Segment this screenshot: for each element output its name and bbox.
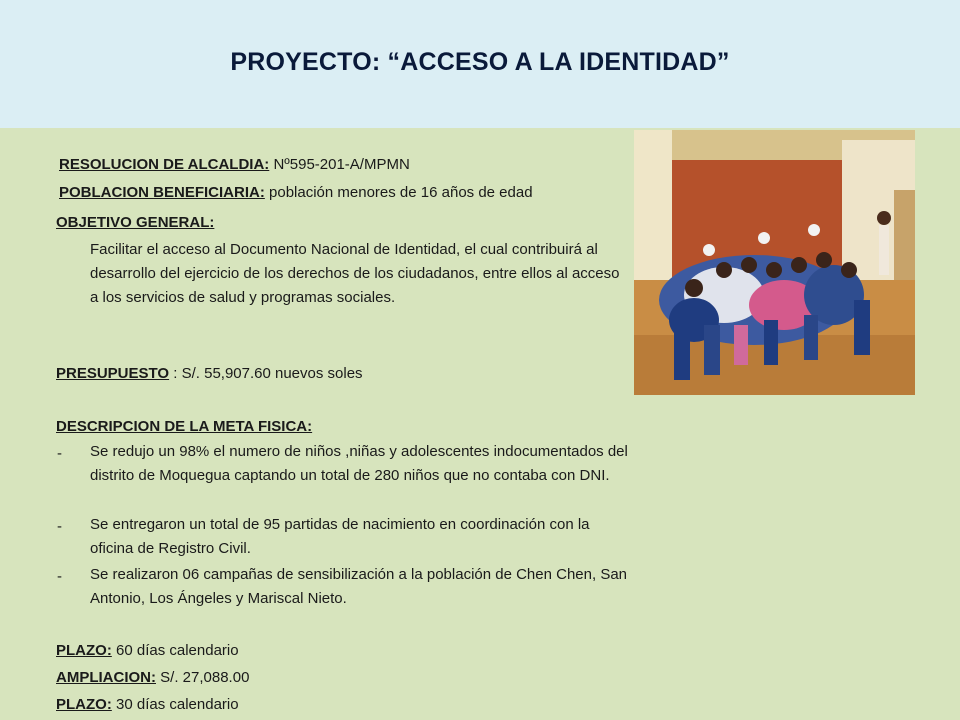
presupuesto-value: : S/. 55,907.60 nuevos soles [169, 365, 363, 382]
bullet-dash: - [57, 568, 62, 585]
group-photo [634, 130, 915, 395]
page-title: PROYECTO: “ACCESO A LA IDENTIDAD” [230, 48, 730, 76]
plazo-line [56, 641, 239, 661]
objetivo-label: OBJETIVO GENERAL: [56, 214, 215, 231]
plazo2-line [56, 695, 239, 715]
meta-label: DESCRIPCION DE LA META FISICA: [56, 418, 313, 435]
resolucion-label: RESOLUCION DE ALCALDIA: [59, 156, 270, 173]
ampliacion-label: AMPLIACION: [56, 669, 156, 686]
objetivo-heading [56, 213, 214, 233]
title-banner [0, 0, 960, 128]
poblacion-label: POBLACION BENEFICIARIA: [59, 184, 265, 201]
group-photo-illustration [634, 130, 915, 395]
plazo2-value: 30 días calendario [111, 696, 239, 713]
resolucion-value: Nº595-201-A/MPMN [269, 156, 410, 173]
plazo-label: PLAZO: [56, 642, 112, 659]
plazo-value: 60 días calendario [111, 642, 239, 659]
bullet-dash: - [57, 445, 62, 462]
presupuesto-line [56, 364, 363, 384]
resolucion-line [59, 155, 410, 175]
meta-item: Se realizaron 06 campañas de sensibilización a la población de Chen Chen, San Antonio, Los Ángeles y Mariscal Nieto. [90, 566, 628, 607]
ampliacion-line [56, 668, 249, 688]
presupuesto-label: PRESUPUESTO [56, 365, 170, 382]
objetivo-text: Facilitar el acceso al Documento Nacional de Identidad, el cual contribuirá al desarrollo del ejercicio de los derechos de los ciudadanos, entre ellos al acceso a los servicios de salud y programas sociales. [90, 241, 620, 306]
meta-item: Se entregaron un total de 95 partidas de nacimiento en coordinación con la oficina de Registro Civil. [90, 516, 590, 557]
plazo2-label: PLAZO: [56, 696, 112, 713]
meta-heading [56, 417, 312, 437]
poblacion-value: población menores de 16 años de edad [264, 184, 533, 201]
poblacion-line [59, 183, 533, 203]
ampliacion-value: S/. 27,088.00 [156, 669, 250, 686]
bullet-dash: - [57, 518, 62, 535]
meta-item: Se redujo un 98% el numero de niños ,niñas y adolescentes indocumentados del distrito de Moquegua captando un total de 280 niños que no contaba con DNI. [90, 443, 628, 484]
